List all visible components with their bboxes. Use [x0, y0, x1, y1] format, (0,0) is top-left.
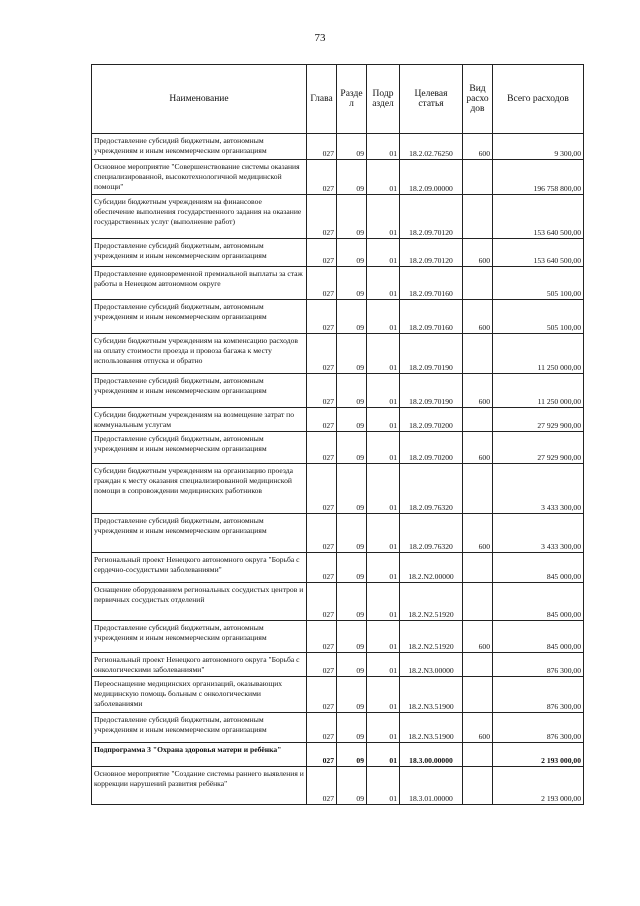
row-podrazdel-cell: 01 [367, 267, 400, 300]
table-row [92, 713, 584, 743]
row-glava-cell: 027 [307, 553, 337, 583]
row-glava-cell: 027 [307, 374, 337, 408]
row-name-cell: Предоставление субсидий бюджетным, автономным учреждениям и иным некоммерческим организациям [92, 239, 307, 267]
row-razdel-cell: 09 [337, 374, 367, 408]
row-amount-cell: 27 929 900,00 [493, 432, 584, 464]
row-vid-cell [463, 267, 493, 300]
table-row [92, 267, 584, 300]
table-row [92, 677, 584, 713]
row-glava-cell: 027 [307, 621, 337, 653]
row-vid-cell: 600 [463, 300, 493, 334]
row-vid-cell: 600 [463, 514, 493, 553]
row-amount-cell: 2 193 000,00 [493, 767, 584, 805]
row-glava-cell: 027 [307, 767, 337, 805]
row-podrazdel-cell: 01 [367, 195, 400, 239]
row-vid-cell [463, 160, 493, 195]
row-amount-cell: 11 250 000,00 [493, 334, 584, 374]
row-podrazdel-cell: 01 [367, 621, 400, 653]
row-celevaya-cell: 18.3.01.00000 [400, 767, 463, 805]
row-vid-cell [463, 464, 493, 514]
row-celevaya-cell: 18.2.N3.00000 [400, 653, 463, 677]
row-glava-cell: 027 [307, 300, 337, 334]
row-razdel-cell: 09 [337, 195, 367, 239]
row-glava-cell: 027 [307, 334, 337, 374]
row-amount-cell: 3 433 300,00 [493, 464, 584, 514]
row-amount-cell: 505 100,00 [493, 267, 584, 300]
row-name-cell: Предоставление единовременной премиальной выплаты за стаж работы в Ненецком автономном округе [92, 267, 307, 300]
row-vid-cell [463, 334, 493, 374]
row-vid-cell: 600 [463, 432, 493, 464]
row-celevaya-cell: 18.2.N3.51900 [400, 677, 463, 713]
row-podrazdel-cell: 01 [367, 334, 400, 374]
row-name-cell: Предоставление субсидий бюджетным, автономным учреждениям и иным некоммерческим организациям [92, 514, 307, 553]
row-amount-cell: 3 433 300,00 [493, 514, 584, 553]
col-header-podrazdel: Подр аздел [367, 65, 400, 134]
row-celevaya-cell: 18.2.N2.51920 [400, 621, 463, 653]
row-podrazdel-cell: 01 [367, 553, 400, 583]
page-number: 73 [314, 32, 326, 44]
row-glava-cell: 027 [307, 464, 337, 514]
table-row [92, 621, 584, 653]
row-razdel-cell: 09 [337, 300, 367, 334]
row-podrazdel-cell: 01 [367, 464, 400, 514]
row-glava-cell: 027 [307, 432, 337, 464]
table-header-row [92, 65, 584, 134]
row-vid-cell: 600 [463, 621, 493, 653]
row-name-cell: Предоставление субсидий бюджетным, автономным учреждениям и иным некоммерческим организациям [92, 134, 307, 160]
table-row [92, 160, 584, 195]
row-name-cell: Предоставление субсидий бюджетным, автономным учреждениям и иным некоммерческим организациям [92, 374, 307, 408]
row-podrazdel-cell: 01 [367, 134, 400, 160]
row-vid-cell [463, 743, 493, 767]
row-celevaya-cell: 18.2.09.76320 [400, 464, 463, 514]
row-celevaya-cell: 18.2.09.70190 [400, 374, 463, 408]
row-razdel-cell: 09 [337, 239, 367, 267]
row-vid-cell: 600 [463, 239, 493, 267]
row-name-cell: Предоставление субсидий бюджетным, автономным учреждениям и иным некоммерческим организациям [92, 621, 307, 653]
row-podrazdel-cell: 01 [367, 374, 400, 408]
row-podrazdel-cell: 01 [367, 653, 400, 677]
table-row [92, 514, 584, 553]
row-vid-cell: 600 [463, 374, 493, 408]
row-name-cell: Предоставление субсидий бюджетным, автономным учреждениям и иным некоммерческим организациям [92, 713, 307, 743]
row-celevaya-cell: 18.2.09.70160 [400, 300, 463, 334]
row-glava-cell: 027 [307, 653, 337, 677]
row-vid-cell [463, 767, 493, 805]
row-name-cell: Региональный проект Ненецкого автономного округа "Борьба с сердечно-сосудистыми заболеваниями" [92, 553, 307, 583]
row-celevaya-cell: 18.2.09.70120 [400, 195, 463, 239]
row-podrazdel-cell: 01 [367, 408, 400, 432]
table-row [92, 653, 584, 677]
row-vid-cell [463, 653, 493, 677]
row-name-cell: Субсидии бюджетным учреждениям на организацию проезда граждан к месту оказания специализированной медицинской помощи в сопровождении медицинских работников [92, 464, 307, 514]
row-razdel-cell: 09 [337, 767, 367, 805]
row-razdel-cell: 09 [337, 134, 367, 160]
row-razdel-cell: 09 [337, 713, 367, 743]
table-row [92, 432, 584, 464]
row-podrazdel-cell: 01 [367, 432, 400, 464]
row-amount-cell: 845 000,00 [493, 553, 584, 583]
row-glava-cell: 027 [307, 514, 337, 553]
row-name-cell: Региональный проект Ненецкого автономного округа "Борьба с онкологическими заболеваниями" [92, 653, 307, 677]
row-vid-cell [463, 553, 493, 583]
table-row [92, 743, 584, 767]
row-amount-cell: 153 640 500,00 [493, 239, 584, 267]
row-razdel-cell: 09 [337, 621, 367, 653]
table-row [92, 464, 584, 514]
col-header-glava: Глава [307, 65, 337, 134]
row-name-cell: Субсидии бюджетным учреждениям на возмещение затрат по коммунальным услугам [92, 408, 307, 432]
row-glava-cell: 027 [307, 713, 337, 743]
table-row [92, 553, 584, 583]
row-vid-cell: 600 [463, 713, 493, 743]
row-glava-cell: 027 [307, 195, 337, 239]
row-name-cell: Основное мероприятие "Создание системы раннего выявления и коррекции нарушений развития ребёнка" [92, 767, 307, 805]
row-razdel-cell: 09 [337, 653, 367, 677]
row-glava-cell: 027 [307, 408, 337, 432]
table-row [92, 374, 584, 408]
table-row [92, 300, 584, 334]
row-celevaya-cell: 18.2.09.76320 [400, 514, 463, 553]
row-glava-cell: 027 [307, 267, 337, 300]
row-podrazdel-cell: 01 [367, 713, 400, 743]
row-razdel-cell: 09 [337, 553, 367, 583]
row-podrazdel-cell: 01 [367, 677, 400, 713]
row-amount-cell: 9 300,00 [493, 134, 584, 160]
row-amount-cell: 2 193 000,00 [493, 743, 584, 767]
row-razdel-cell: 09 [337, 514, 367, 553]
row-name-cell: Переоснащение медицинских организаций, оказывающих медицинскую помощь больным с онкологическими заболеваниями [92, 677, 307, 713]
row-celevaya-cell: 18.2.02.76250 [400, 134, 463, 160]
row-vid-cell: 600 [463, 134, 493, 160]
row-amount-cell: 153 640 500,00 [493, 195, 584, 239]
row-podrazdel-cell: 01 [367, 743, 400, 767]
row-podrazdel-cell: 01 [367, 160, 400, 195]
row-razdel-cell: 09 [337, 677, 367, 713]
row-vid-cell [463, 195, 493, 239]
row-name-cell: Оснащение оборудованием региональных сосудистых центров и первичных сосудистых отделений [92, 583, 307, 621]
col-header-razdel: Разде л [337, 65, 367, 134]
row-glava-cell: 027 [307, 134, 337, 160]
row-podrazdel-cell: 01 [367, 300, 400, 334]
row-amount-cell: 845 000,00 [493, 583, 584, 621]
row-celevaya-cell: 18.2.09.70200 [400, 432, 463, 464]
row-name-cell: Предоставление субсидий бюджетным, автономным учреждениям и иным некоммерческим организациям [92, 300, 307, 334]
row-celevaya-cell: 18.2.N3.51900 [400, 713, 463, 743]
row-celevaya-cell: 18.2.N2.00000 [400, 553, 463, 583]
row-amount-cell: 876 300,00 [493, 713, 584, 743]
row-podrazdel-cell: 01 [367, 583, 400, 621]
row-amount-cell: 876 300,00 [493, 653, 584, 677]
row-razdel-cell: 09 [337, 267, 367, 300]
row-podrazdel-cell: 01 [367, 239, 400, 267]
row-celevaya-cell: 18.3.00.00000 [400, 743, 463, 767]
row-razdel-cell: 09 [337, 432, 367, 464]
col-header-celevaya: Целевая статья [400, 65, 463, 134]
row-celevaya-cell: 18.2.09.70120 [400, 239, 463, 267]
row-amount-cell: 11 250 000,00 [493, 374, 584, 408]
row-razdel-cell: 09 [337, 408, 367, 432]
row-podrazdel-cell: 01 [367, 514, 400, 553]
table-row [92, 195, 584, 239]
table-row [92, 767, 584, 805]
row-glava-cell: 027 [307, 677, 337, 713]
row-name-cell: Субсидии бюджетным учреждениям на компенсацию расходов на оплату стоимости проезда и провоза багажа к месту использования отпуска и обратно [92, 334, 307, 374]
budget-table [91, 64, 584, 805]
row-razdel-cell: 09 [337, 743, 367, 767]
table-row [92, 408, 584, 432]
row-vid-cell [463, 583, 493, 621]
row-amount-cell: 845 000,00 [493, 621, 584, 653]
table-row [92, 134, 584, 160]
row-razdel-cell: 09 [337, 160, 367, 195]
row-razdel-cell: 09 [337, 334, 367, 374]
row-razdel-cell: 09 [337, 464, 367, 514]
row-celevaya-cell: 18.2.09.00000 [400, 160, 463, 195]
row-amount-cell: 196 758 800,00 [493, 160, 584, 195]
row-name-cell: Предоставление субсидий бюджетным, автономным учреждениям и иным некоммерческим организациям [92, 432, 307, 464]
col-header-vid: Вид расхо дов [463, 65, 493, 134]
row-glava-cell: 027 [307, 160, 337, 195]
row-glava-cell: 027 [307, 239, 337, 267]
row-celevaya-cell: 18.2.09.70160 [400, 267, 463, 300]
table-row [92, 583, 584, 621]
row-name-cell: Субсидии бюджетным учреждениям на финансовое обеспечение выполнения государственного задания на оказание государственных услуг (выполнение работ) [92, 195, 307, 239]
row-celevaya-cell: 18.2.09.70200 [400, 408, 463, 432]
row-glava-cell: 027 [307, 743, 337, 767]
row-amount-cell: 505 100,00 [493, 300, 584, 334]
row-glava-cell: 027 [307, 583, 337, 621]
row-vid-cell [463, 408, 493, 432]
table-row [92, 334, 584, 374]
col-header-total: Всего расходов [493, 65, 584, 134]
row-amount-cell: 876 300,00 [493, 677, 584, 713]
table-body [92, 134, 584, 805]
row-name-cell: Подпрограмма 3 "Охрана здоровья матери и ребёнка" [92, 743, 307, 767]
table-row [92, 239, 584, 267]
row-celevaya-cell: 18.2.N2.51920 [400, 583, 463, 621]
row-celevaya-cell: 18.2.09.70190 [400, 334, 463, 374]
row-razdel-cell: 09 [337, 583, 367, 621]
col-header-name: Наименование [92, 65, 307, 134]
row-name-cell: Основное мероприятие "Совершенствование системы оказания специализированной, высокотехнологичной медицинской помощи" [92, 160, 307, 195]
row-podrazdel-cell: 01 [367, 767, 400, 805]
row-amount-cell: 27 929 900,00 [493, 408, 584, 432]
row-vid-cell [463, 677, 493, 713]
